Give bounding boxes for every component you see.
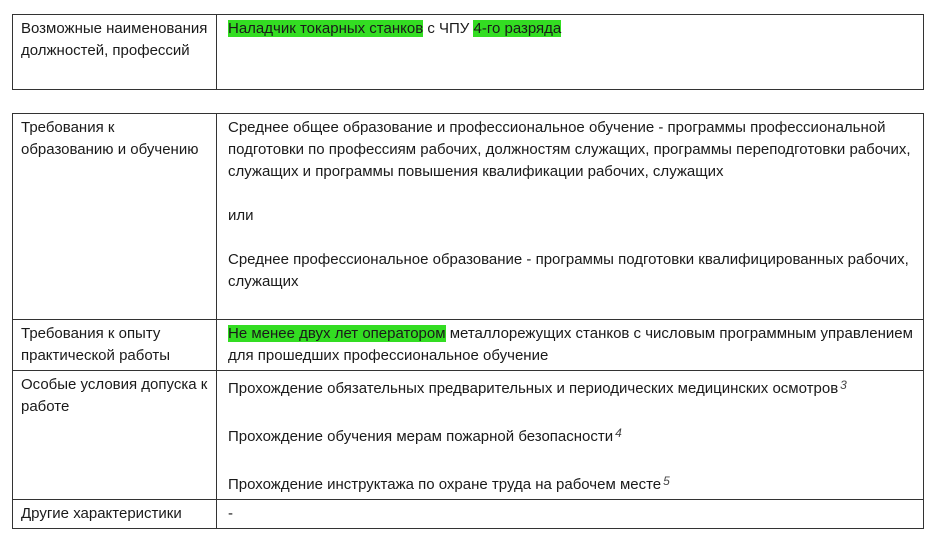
- condition-text: Прохождение обучения мерам пожарной безопасности: [228, 428, 614, 445]
- education-value: [217, 114, 924, 320]
- job-titles-label: Возможные наименования должностей, профессий: [13, 15, 217, 90]
- other-label: Другие характеристики: [13, 500, 217, 529]
- requirements-table: [12, 113, 924, 529]
- footnote-marker: 5: [663, 474, 670, 488]
- experience-label: Требования к опыту практической работы: [13, 320, 217, 371]
- condition-item: [228, 470, 915, 496]
- table-row: [13, 371, 924, 500]
- job-title-highlight: Наладчик токарных станков: [228, 20, 424, 37]
- footnote-marker: 4: [615, 426, 622, 440]
- experience-rest: металлорежущих станков с числовым программным управлением для прошедших профессиональное обучение: [228, 325, 913, 364]
- experience-value: [217, 320, 924, 371]
- table-row: [13, 114, 924, 320]
- table-row: [13, 320, 924, 371]
- job-titles-value: [217, 15, 924, 90]
- job-titles-table: [12, 14, 924, 90]
- condition-item: [228, 422, 915, 448]
- condition-item: [228, 374, 915, 400]
- footnote-marker: 3: [840, 378, 847, 392]
- job-title-cnc: с ЧПУ: [423, 20, 474, 37]
- education-label: Требования к образованию и обучению: [13, 114, 217, 320]
- other-value: -: [217, 500, 924, 529]
- special-conditions-value: [217, 371, 924, 500]
- table-row: [13, 500, 924, 529]
- condition-text: Прохождение инструктажа по охране труда на рабочем месте: [228, 476, 662, 493]
- job-title-grade-highlight: 4-го разряда: [473, 20, 562, 37]
- education-or: или: [228, 207, 254, 224]
- table-row: [13, 15, 924, 90]
- education-paragraph-1: Среднее общее образование и профессиональное обучение - программы профессиональной подготовки по профессиям рабочих, должностям служащих, программы переподготовки рабочих, служащих и программы повышения квалификации рабочих, служащих: [228, 119, 911, 180]
- special-conditions-label: Особые условия допуска к работе: [13, 371, 217, 500]
- education-paragraph-2: Среднее профессиональное образование - программы подготовки квалифицированных рабочих, служащих: [228, 251, 909, 290]
- experience-highlight: Не менее двух лет оператором: [228, 325, 446, 342]
- condition-text: Прохождение обязательных предварительных и периодических медицинских осмотров: [228, 380, 839, 397]
